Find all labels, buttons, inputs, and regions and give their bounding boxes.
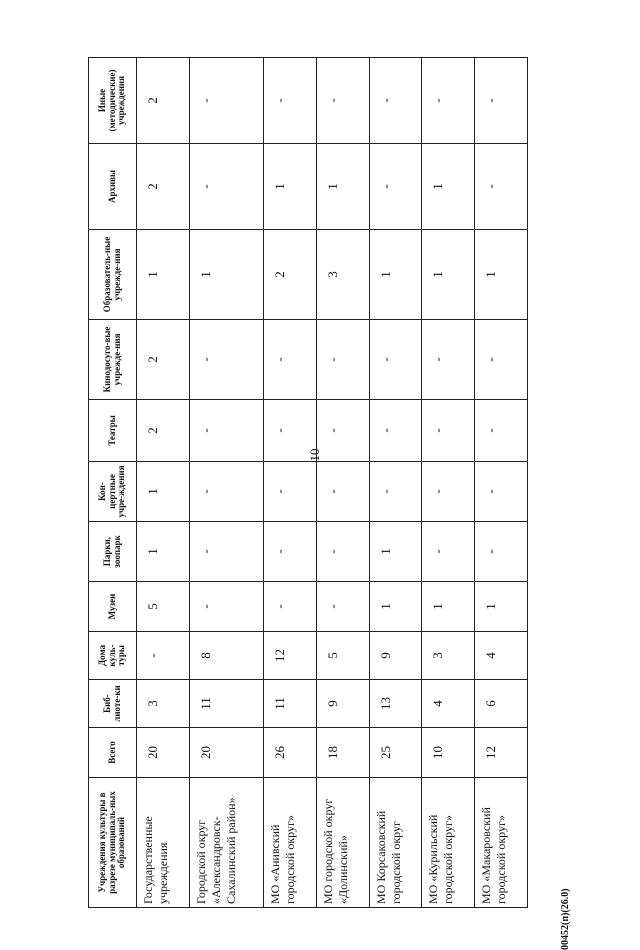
value-cell: 9 bbox=[369, 632, 422, 680]
value-cell: 5 bbox=[137, 582, 190, 632]
value-cell: - bbox=[189, 320, 263, 400]
value-cell: - bbox=[475, 400, 528, 462]
culture-institutions-table bbox=[88, 57, 528, 908]
value-cell: 2 bbox=[137, 144, 190, 230]
value-cell: 1 bbox=[316, 144, 369, 230]
column-header: Всего bbox=[89, 728, 137, 778]
value-cell: - bbox=[369, 462, 422, 522]
value-cell: 4 bbox=[475, 632, 528, 680]
value-cell: 1 bbox=[369, 230, 422, 320]
value-cell: - bbox=[189, 462, 263, 522]
value-cell: - bbox=[189, 522, 263, 582]
column-header: Иные (методические) учреждения bbox=[89, 58, 137, 144]
column-header: Парки, зоопарк bbox=[89, 522, 137, 582]
value-cell: - bbox=[264, 462, 317, 522]
value-cell: 3 bbox=[137, 680, 190, 728]
value-cell: 1 bbox=[137, 522, 190, 582]
value-cell: 1 bbox=[422, 230, 475, 320]
value-cell: - bbox=[316, 400, 369, 462]
value-cell: - bbox=[369, 144, 422, 230]
value-cell: - bbox=[369, 320, 422, 400]
value-cell: 1 bbox=[475, 582, 528, 632]
value-cell: 1 bbox=[422, 144, 475, 230]
value-cell: - bbox=[189, 144, 263, 230]
value-cell: 1 bbox=[422, 582, 475, 632]
value-cell: - bbox=[264, 58, 317, 144]
column-header: Музеи bbox=[89, 582, 137, 632]
table-header-row bbox=[89, 58, 137, 908]
value-cell: 12 bbox=[264, 632, 317, 680]
value-cell: - bbox=[189, 58, 263, 144]
table-row bbox=[422, 58, 475, 908]
value-cell: 10 bbox=[422, 728, 475, 778]
value-cell: 6 bbox=[475, 680, 528, 728]
value-cell: 5 bbox=[316, 632, 369, 680]
value-cell: 4 bbox=[422, 680, 475, 728]
value-cell: - bbox=[475, 58, 528, 144]
value-cell: 25 bbox=[369, 728, 422, 778]
row-name-cell: Государственные учреждения bbox=[137, 778, 190, 908]
value-cell: - bbox=[422, 320, 475, 400]
value-cell: - bbox=[264, 522, 317, 582]
value-cell: - bbox=[264, 582, 317, 632]
value-cell: 12 bbox=[475, 728, 528, 778]
value-cell: - bbox=[422, 462, 475, 522]
table-wrapper bbox=[88, 58, 528, 908]
rotated-table-area bbox=[88, 58, 528, 908]
value-cell: - bbox=[475, 320, 528, 400]
value-cell: - bbox=[475, 522, 528, 582]
value-cell: 1 bbox=[264, 144, 317, 230]
column-header: Театры bbox=[89, 400, 137, 462]
column-header: Кинодосуго-вые учрежде-ния bbox=[89, 320, 137, 400]
value-cell: - bbox=[264, 320, 317, 400]
table-row bbox=[369, 58, 422, 908]
value-cell: 1 bbox=[137, 462, 190, 522]
value-cell: 1 bbox=[137, 230, 190, 320]
value-cell: 1 bbox=[369, 582, 422, 632]
value-cell: - bbox=[316, 522, 369, 582]
value-cell: - bbox=[475, 144, 528, 230]
document-code: 00452(п)(26.0) bbox=[560, 888, 571, 950]
value-cell: - bbox=[189, 400, 263, 462]
table-row bbox=[316, 58, 369, 908]
row-name-cell: МО «Курильский городской округ» bbox=[422, 778, 475, 908]
row-name-cell: Городской округ «Александровск-Сахалинский район» bbox=[189, 778, 263, 908]
value-cell: 20 bbox=[189, 728, 263, 778]
value-cell: - bbox=[316, 582, 369, 632]
table-row bbox=[137, 58, 190, 908]
value-cell: 3 bbox=[316, 230, 369, 320]
table-row bbox=[264, 58, 317, 908]
column-header: Учреждения культуры в разрезе муниципаль-ных образований bbox=[89, 778, 137, 908]
value-cell: 2 bbox=[137, 400, 190, 462]
value-cell: 9 bbox=[316, 680, 369, 728]
table-row bbox=[189, 58, 263, 908]
column-header: Образователь-ные учрежде-ния bbox=[89, 230, 137, 320]
value-cell: - bbox=[137, 632, 190, 680]
value-cell: - bbox=[264, 400, 317, 462]
value-cell: - bbox=[369, 400, 422, 462]
column-header: Кон-цертные учре-ждения bbox=[89, 462, 137, 522]
column-header: Архивы bbox=[89, 144, 137, 230]
row-name-cell: МО Корсаковский городской округ bbox=[369, 778, 422, 908]
column-header: Дома куль-туры bbox=[89, 632, 137, 680]
column-header: Биб-лиоте-ки bbox=[89, 680, 137, 728]
value-cell: 8 bbox=[189, 632, 263, 680]
value-cell: - bbox=[316, 462, 369, 522]
row-name-cell: МО «Анивский городской округ» bbox=[264, 778, 317, 908]
value-cell: 26 bbox=[264, 728, 317, 778]
value-cell: 20 bbox=[137, 728, 190, 778]
table-row bbox=[475, 58, 528, 908]
value-cell: 2 bbox=[137, 58, 190, 144]
value-cell: 11 bbox=[189, 680, 263, 728]
value-cell: - bbox=[422, 522, 475, 582]
value-cell: 1 bbox=[475, 230, 528, 320]
value-cell: 13 bbox=[369, 680, 422, 728]
page-number: 10 bbox=[307, 448, 322, 462]
value-cell: 1 bbox=[189, 230, 263, 320]
value-cell: - bbox=[422, 58, 475, 144]
value-cell: - bbox=[316, 58, 369, 144]
value-cell: - bbox=[369, 58, 422, 144]
value-cell: 18 bbox=[316, 728, 369, 778]
value-cell: - bbox=[475, 462, 528, 522]
value-cell: 2 bbox=[137, 320, 190, 400]
value-cell: - bbox=[316, 320, 369, 400]
value-cell: - bbox=[422, 400, 475, 462]
value-cell: 2 bbox=[264, 230, 317, 320]
row-name-cell: МО городской округ «Долинский» bbox=[316, 778, 369, 908]
row-name-cell: МО «Макаровский городской округ» bbox=[475, 778, 528, 908]
value-cell: 11 bbox=[264, 680, 317, 728]
value-cell: - bbox=[189, 582, 263, 632]
value-cell: 1 bbox=[369, 522, 422, 582]
value-cell: 3 bbox=[422, 632, 475, 680]
table-body bbox=[137, 58, 528, 908]
